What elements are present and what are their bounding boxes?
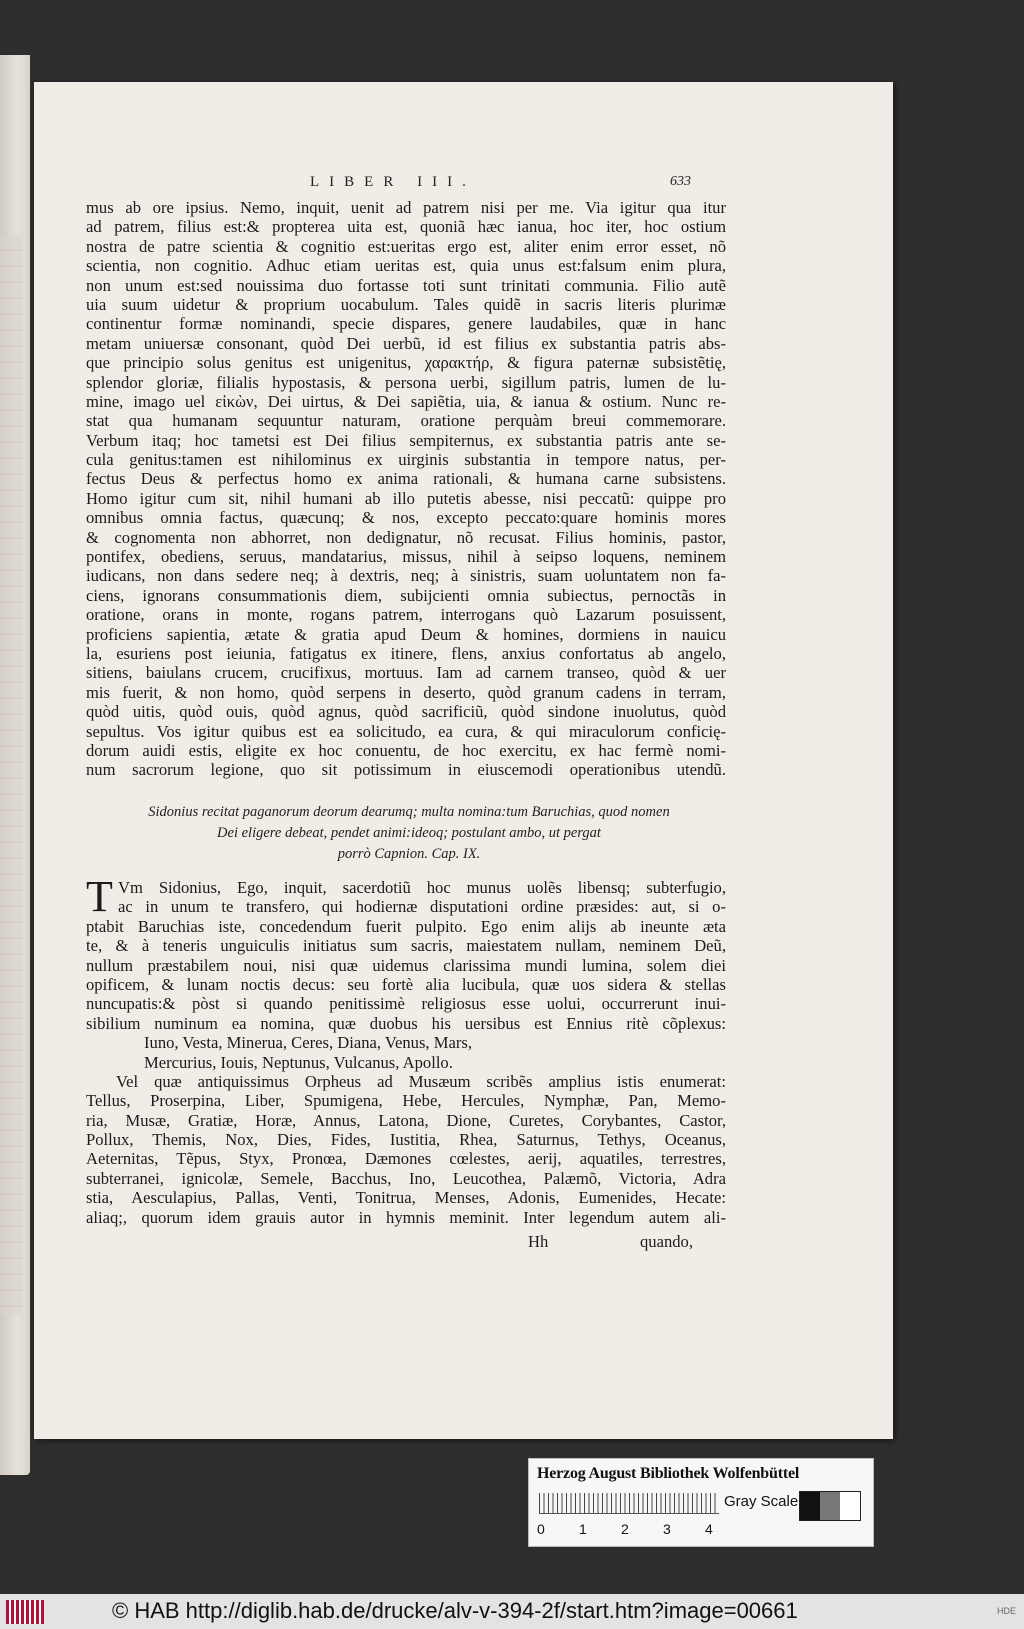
text-line: & cognomenta non abhorret, non dedignatur, nõ recusat. Filius hominis, pastor, (86, 527, 726, 547)
library-color-card (528, 1458, 874, 1547)
chapter-heading-line: Dei eligere debeat, pendet animi:ideoq; postulant ambo, ut pergat (217, 825, 601, 841)
ruler-number: 2 (621, 1521, 629, 1537)
grayscale-swatch (799, 1491, 861, 1521)
text-line: continentur formæ nominandi, specie dispares, genere laudabiles, quæ in hanc (86, 314, 726, 334)
text-line: mine, imago uel εἰκὼν, Dei uirtus, & Dei sapiẽtia, uia, & ianua & ostium. Nunc re- (86, 391, 726, 411)
ruler-number: 4 (705, 1521, 713, 1537)
text-line: Tellus, Proserpina, Liber, Spumigena, Hebe, Hercules, Nymphæ, Pan, Memo- (86, 1091, 726, 1111)
text-line: proficiens sapientia, ætate & gratia apud Deum & homines, dormiens in nauicu (86, 624, 726, 644)
text-line: que principio solus genitus est unigenitus, χαρακτήρ, & figura paternæ subsistẽtię, (86, 353, 726, 373)
text-line: la, esuriens post ieiunia, fatigatus ex itinere, flens, anxius confortatus ab angelo, (86, 643, 726, 663)
grayscale-label: Gray Scale (724, 1493, 799, 1510)
swatch-black (800, 1492, 820, 1520)
signature-mark: Hh (528, 1232, 549, 1251)
text-line: opificem, & lunam noctis decus: seu fortè alia lucibula, quæ uos sidera & stellas (86, 974, 726, 994)
text-line: omnibus omnia factus, quæcunq; & nos, excepto peccato:quare hominis mores (86, 508, 726, 528)
text-line: cula genitus:tamen est nihilominus ex uirginis substantia in tempore natus, per- (86, 450, 726, 470)
text-line: sitiens, baiulans crucem, crucifixus, mortuus. Iam ad carnem transeo, quòd & uer (86, 663, 726, 683)
text-line: dorum auidi estis, eligite ex hoc conuentu, de hoc exercitu, ex hac fermè nomi- (86, 740, 726, 760)
text-line: non unum est:sed nouissima duo fortasse toti sunt trinitati communia. Filio autẽ (86, 275, 726, 295)
swatch-gray (820, 1492, 840, 1520)
text-line: uia suum uidetur & proprium uocabulum. Tales quidẽ in sacris literis plurimæ (86, 294, 726, 314)
text-line: splendor gloriæ, filialis hypostasis, & persona uerbi, sigillum patris, lumen de lu- (86, 372, 726, 392)
text-line: Aeternitas, Tẽpus, Styx, Pronœa, Dæmones cœlestes, aerij, aquatiles, terrestres, (86, 1149, 726, 1169)
copyright-url[interactable]: © HAB http://diglib.hab.de/drucke/alv-v-394-2f/start.htm?image=00661 (112, 1598, 798, 1623)
footer-mark: HDE (996, 1606, 1016, 1616)
text-line: nostra de patre scientia & cognitio est:ueritas ergo est, aliter enim error esset, nõ (86, 236, 726, 256)
text-line: ad patrem, filius est:& propterea uita est, quoniã hæc ianua, hoc iter, hoc ostium (86, 217, 726, 237)
text-line: Homo igitur cum sit, nihil humani ab illo putetis abesse, nisi peccatũ: quippe pro (86, 488, 726, 508)
text-line: quòd uitis, quòd ouis, quòd agnus, quòd sacrificiũ, quòd sindone inuolutus, quòd (86, 702, 726, 722)
ruler-number: 0 (537, 1521, 545, 1537)
text-line: Vm Sidonius, Ego, inquit, sacerdotiũ hoc munus uolẽs libensq; subterfugio, (118, 878, 726, 897)
drop-cap: T (86, 872, 113, 921)
viewer-footer (0, 1594, 1024, 1629)
text-line: fectus Deus & perfectus homo ex anima rationali, & humana carne subsistens. (86, 469, 726, 489)
text-line: scientia, non cognitio. Adhuc etiam ueritas est, quia unus est:falsum enim plura, (86, 256, 726, 276)
hab-logo-icon (6, 1600, 44, 1624)
ruler-number: 3 (663, 1521, 671, 1537)
text-line: mis fuerit, & non homo, quòd serpens in deserto, quòd granum cadens in terram, (86, 682, 726, 702)
chapter-heading-line: porrò Capnion. Cap. IX. (337, 846, 481, 862)
ruler-number: 1 (579, 1521, 587, 1537)
text-line: subterranei, ignicolæ, Semele, Bacchus, Ino, Leucothea, Palæmõ, Victoria, Adra (86, 1168, 726, 1188)
facing-page-edge (0, 55, 30, 1475)
text-line: pontifex, obediens, seruus, mandatarius, missus, nihil à seipso loquens, neminem (86, 547, 726, 567)
text-line: stia, Aesculapius, Pallas, Venti, Tonitrua, Menses, Adonis, Eumenides, Hecate: (86, 1188, 726, 1208)
text-line: sepultus. Vos igitur quibus est ea solicitudo, ea cura, & qui miraculorum conficię- (86, 721, 726, 741)
scale-ruler (539, 1493, 719, 1514)
book-page (34, 82, 893, 1439)
text-line: Verbum itaq; hoc tametsi est Dei filius sempiternus, ex substantia patris ante se- (86, 430, 726, 450)
text-line: ac in unum te transfero, qui hodiernæ disputationi ordine præsides: aut, si o- (118, 897, 726, 917)
text-line: Pollux, Themis, Nox, Dies, Fides, Iustitia, Rhea, Saturnus, Tethys, Oceanus, (86, 1130, 726, 1150)
text-line: nuncupatis:& pòst si quando penitissimè religiosus esse uolui, occurrerunt inui- (86, 994, 726, 1014)
text-line: nullum præstabilem noui, nisi quæ uidemus clarissima mundi lumina, solem diei (86, 955, 726, 975)
main-text-block (86, 198, 726, 780)
text-line: iudicans, non dans sedere neq; à dextris, neq; à sinistris, suam uoluntatem non fa- (86, 566, 726, 586)
text-line: stat qua humanam sequuntur naturam, oratione perquàm breui commemorare. (86, 411, 726, 431)
swatch-white (840, 1492, 860, 1520)
chapter-heading (94, 802, 724, 865)
facing-page-text-edge (0, 235, 22, 1315)
verse-line: Iuno, Vesta, Minerua, Ceres, Diana, Venus, Mars, (144, 1033, 472, 1053)
text-line: num sacrorum legione, quo sit potissimum in eiuscemodi operationibus utendũ. (86, 760, 726, 780)
library-name: Herzog August Bibliothek Wolfenbüttel (537, 1465, 800, 1482)
running-head: LIBER III. (310, 174, 476, 190)
text-line: aliaq;, quorum idem grauis autor in hymnis meminit. Inter legendum autem ali- (86, 1207, 726, 1227)
chapter-heading-line: Sidonius recitat paganorum deorum dearumq; multa nomina:tum Baruchias, quod nomen (148, 804, 670, 820)
page-number: 633 (670, 174, 691, 189)
text-line: oratione, orans in monte, rogans patrem, interrogans quò Lazarum posuissent, (86, 605, 726, 625)
page-header (34, 174, 893, 194)
chapter-text-block (86, 872, 726, 1227)
text-line: mus ab ore ipsius. Nemo, inquit, uenit ad patrem nisi per me. Via igitur qua itur (86, 198, 726, 217)
text-line: Vel quæ antiquissimus Orpheus ad Musæum scribẽs amplius istis enumerat: (116, 1071, 726, 1091)
text-line: metam uniuersæ consonant, quòd Dei uerbũ, id est filius ex substantia patris abs- (86, 333, 726, 353)
catchword: quando, (640, 1232, 693, 1251)
text-line: te, & à teneris unguiculis initiatus sum sacris, maiestatem nullam, neminem Deũ, (86, 936, 726, 956)
text-line: ria, Musæ, Gratiæ, Horæ, Annus, Latona, Dione, Curetes, Corybantes, Castor, (86, 1110, 726, 1130)
verse-line: Mercurius, Iouis, Neptunus, Vulcanus, Apollo. (144, 1052, 453, 1072)
text-line: ptabit Baruchias iste, concedendum fuerit pulpito. Ego enim alijs ab ineunte æta (86, 916, 726, 936)
text-line: sibilium numinum ea nomina, quæ duobus his uersibus est Ennius ritè cõplexus: (86, 1013, 726, 1033)
text-line: ciens, ignorans consummationis diem, subijcienti omnia subiectus, pernoctãs in (86, 585, 726, 605)
